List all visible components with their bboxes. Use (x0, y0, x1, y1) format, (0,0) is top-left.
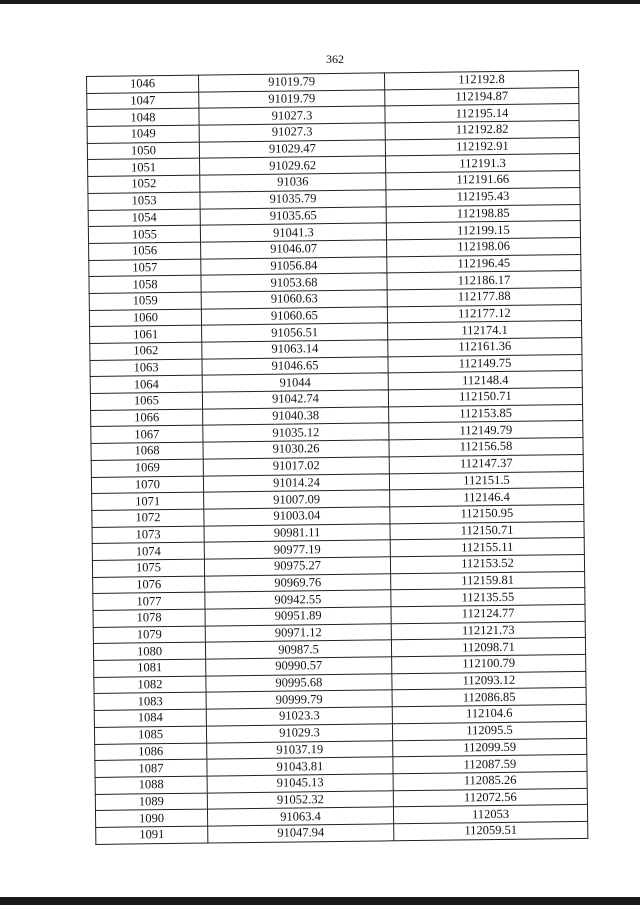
point-number-cell: 1077 (93, 592, 205, 610)
y-coordinate-cell: 112149.75 (388, 354, 582, 373)
x-coordinate-cell: 91056.51 (202, 323, 388, 342)
y-coordinate-cell: 112098.71 (391, 638, 585, 657)
x-coordinate-cell: 91030.26 (203, 440, 389, 459)
scan-edge-top (0, 0, 640, 4)
page-number: 362 (326, 52, 344, 66)
x-coordinate-cell: 91003.04 (204, 507, 390, 526)
point-number-cell: 1047 (87, 92, 199, 110)
point-number-cell: 1049 (87, 125, 199, 143)
point-number-cell: 1046 (87, 75, 199, 93)
x-coordinate-cell: 91027.3 (199, 123, 385, 142)
point-number-cell: 1089 (95, 793, 207, 811)
x-coordinate-cell: 91045.13 (207, 774, 393, 793)
x-coordinate-cell: 91041.3 (200, 223, 386, 242)
x-coordinate-cell: 91007.09 (204, 490, 390, 509)
point-number-cell: 1069 (91, 459, 203, 477)
y-coordinate-cell: 112148.4 (388, 371, 582, 390)
y-coordinate-cell: 112196.45 (387, 254, 581, 273)
x-coordinate-cell: 91052.32 (207, 790, 393, 809)
y-coordinate-cell: 112186.17 (387, 271, 581, 290)
point-number-cell: 1052 (88, 175, 200, 193)
y-coordinate-cell: 112153.52 (390, 554, 584, 573)
point-number-cell: 1084 (94, 709, 206, 727)
x-coordinate-cell: 91043.81 (207, 757, 393, 776)
point-number-cell: 1059 (89, 292, 201, 310)
y-coordinate-cell: 112161.36 (388, 337, 582, 356)
x-coordinate-cell: 91019.79 (198, 73, 384, 92)
x-coordinate-cell: 91029.62 (200, 156, 386, 175)
x-coordinate-cell: 91047.94 (208, 824, 394, 843)
point-number-cell: 1076 (93, 576, 205, 594)
coordinates-table-body (87, 70, 588, 844)
y-coordinate-cell: 112072.56 (393, 788, 587, 807)
y-coordinate-cell: 112093.12 (392, 671, 586, 690)
x-coordinate-cell: 91036 (200, 173, 386, 192)
y-coordinate-cell: 112192.82 (385, 121, 579, 140)
point-number-cell: 1091 (96, 826, 208, 844)
x-coordinate-cell: 91060.63 (201, 290, 387, 309)
y-coordinate-cell: 112104.6 (392, 705, 586, 724)
point-number-cell: 1060 (89, 309, 201, 327)
point-number-cell: 1090 (95, 809, 207, 827)
y-coordinate-cell: 112100.79 (392, 655, 586, 674)
y-coordinate-cell: 112121.73 (391, 621, 585, 640)
point-number-cell: 1068 (91, 442, 203, 460)
point-number-cell: 1050 (87, 142, 199, 160)
point-number-cell: 1074 (92, 542, 204, 560)
point-number-cell: 1088 (95, 776, 207, 794)
point-number-cell: 1056 (89, 242, 201, 260)
point-number-cell: 1061 (90, 325, 202, 343)
y-coordinate-cell: 112059.51 (394, 821, 588, 840)
y-coordinate-cell: 112087.59 (393, 755, 587, 774)
y-coordinate-cell: 112150.71 (390, 521, 584, 540)
x-coordinate-cell: 91046.07 (201, 240, 387, 259)
y-coordinate-cell: 112053 (393, 805, 587, 824)
coordinates-table (86, 70, 588, 845)
x-coordinate-cell: 91019.79 (199, 90, 385, 109)
point-number-cell: 1054 (88, 209, 200, 227)
x-coordinate-cell: 91027.3 (199, 106, 385, 125)
x-coordinate-cell: 91046.65 (202, 357, 388, 376)
x-coordinate-cell: 90987.5 (205, 640, 391, 659)
point-number-cell: 1053 (88, 192, 200, 210)
point-number-cell: 1057 (89, 259, 201, 277)
x-coordinate-cell: 90995.68 (206, 674, 392, 693)
x-coordinate-cell: 91029.47 (199, 140, 385, 159)
x-coordinate-cell: 91063.4 (207, 807, 393, 826)
x-coordinate-cell: 91060.65 (201, 306, 387, 325)
point-number-cell: 1079 (93, 626, 205, 644)
y-coordinate-cell: 112198.06 (387, 237, 581, 256)
y-coordinate-cell: 112159.81 (391, 571, 585, 590)
point-number-cell: 1070 (91, 476, 203, 494)
x-coordinate-cell: 91042.74 (202, 390, 388, 409)
x-coordinate-cell: 90971.12 (205, 623, 391, 642)
x-coordinate-cell: 91035.65 (200, 206, 386, 225)
x-coordinate-cell: 91035.12 (203, 423, 389, 442)
x-coordinate-cell: 90977.19 (204, 540, 390, 559)
x-coordinate-cell: 90969.76 (205, 573, 391, 592)
y-coordinate-cell: 112135.55 (391, 588, 585, 607)
point-number-cell: 1071 (92, 492, 204, 510)
point-number-cell: 1067 (91, 426, 203, 444)
point-number-cell: 1087 (95, 759, 207, 777)
point-number-cell: 1086 (95, 743, 207, 761)
point-number-cell: 1078 (93, 609, 205, 627)
x-coordinate-cell: 90975.27 (204, 557, 390, 576)
point-number-cell: 1064 (90, 375, 202, 393)
y-coordinate-cell: 112150.71 (388, 388, 582, 407)
x-coordinate-cell: 91037.19 (207, 740, 393, 759)
y-coordinate-cell: 112177.12 (387, 304, 581, 323)
point-number-cell: 1065 (90, 392, 202, 410)
y-coordinate-cell: 112195.43 (386, 187, 580, 206)
y-coordinate-cell: 112086.85 (392, 688, 586, 707)
x-coordinate-cell: 91014.24 (203, 473, 389, 492)
point-number-cell: 1066 (91, 409, 203, 427)
x-coordinate-cell: 90942.55 (205, 590, 391, 609)
x-coordinate-cell: 91023.3 (206, 707, 392, 726)
y-coordinate-cell: 112147.37 (389, 454, 583, 473)
y-coordinate-cell: 112177.88 (387, 287, 581, 306)
y-coordinate-cell: 112191.66 (386, 171, 580, 190)
x-coordinate-cell: 90981.11 (204, 523, 390, 542)
point-number-cell: 1051 (88, 159, 200, 177)
point-number-cell: 1083 (94, 693, 206, 711)
x-coordinate-cell: 90990.57 (206, 657, 392, 676)
y-coordinate-cell: 112192.8 (384, 70, 578, 89)
y-coordinate-cell: 112149.79 (389, 421, 583, 440)
y-coordinate-cell: 112150.95 (390, 504, 584, 523)
point-number-cell: 1085 (94, 726, 206, 744)
point-number-cell: 1075 (92, 559, 204, 577)
y-coordinate-cell: 112095.5 (392, 721, 586, 740)
x-coordinate-cell: 91029.3 (206, 724, 392, 743)
point-number-cell: 1073 (92, 526, 204, 544)
x-coordinate-cell: 91044 (202, 373, 388, 392)
coordinates-table-container (86, 70, 587, 845)
x-coordinate-cell: 91053.68 (201, 273, 387, 292)
x-coordinate-cell: 90999.79 (206, 690, 392, 709)
y-coordinate-cell: 112099.59 (393, 738, 587, 757)
point-number-cell: 1080 (93, 642, 205, 660)
point-number-cell: 1062 (90, 342, 202, 360)
scan-edge-bottom (0, 897, 640, 905)
x-coordinate-cell: 91035.79 (200, 190, 386, 209)
x-coordinate-cell: 90951.89 (205, 607, 391, 626)
y-coordinate-cell: 112195.14 (385, 104, 579, 123)
y-coordinate-cell: 112085.26 (393, 771, 587, 790)
y-coordinate-cell: 112153.85 (389, 404, 583, 423)
y-coordinate-cell: 112155.11 (390, 538, 584, 557)
point-number-cell: 1055 (88, 225, 200, 243)
point-number-cell: 1058 (89, 275, 201, 293)
point-number-cell: 1063 (90, 359, 202, 377)
y-coordinate-cell: 112191.3 (386, 154, 580, 173)
y-coordinate-cell: 112156.58 (389, 438, 583, 457)
y-coordinate-cell: 112151.5 (389, 471, 583, 490)
y-coordinate-cell: 112199.15 (386, 221, 580, 240)
x-coordinate-cell: 91017.02 (203, 457, 389, 476)
point-number-cell: 1081 (94, 659, 206, 677)
point-number-cell: 1048 (87, 108, 199, 126)
y-coordinate-cell: 112198.85 (386, 204, 580, 223)
y-coordinate-cell: 112174.1 (388, 321, 582, 340)
y-coordinate-cell: 112194.87 (385, 87, 579, 106)
x-coordinate-cell: 91040.38 (203, 407, 389, 426)
point-number-cell: 1072 (92, 509, 204, 527)
y-coordinate-cell: 112192.91 (385, 137, 579, 156)
x-coordinate-cell: 91063.14 (202, 340, 388, 359)
y-coordinate-cell: 112146.4 (390, 488, 584, 507)
y-coordinate-cell: 112124.77 (391, 604, 585, 623)
point-number-cell: 1082 (94, 676, 206, 694)
x-coordinate-cell: 91056.84 (201, 256, 387, 275)
